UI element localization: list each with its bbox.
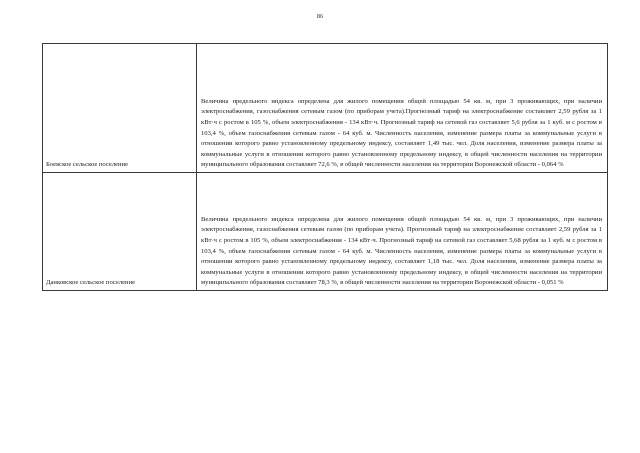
- table-row: [43, 44, 608, 173]
- table-row: [43, 173, 608, 291]
- settlement-name: Боевское сельское поселение: [43, 44, 197, 173]
- page-number: 86: [316, 13, 324, 20]
- index-description: Величина предельного индекса определена для жилого помещения общей площадью 54 кв. м, при 3 проживающих, при наличии электроснабжения, газоснабжения сетевым газом (по приборам учета).Прогнозный тариф на электроснабжение составляет 2,59 рубля за 1 кВт·ч с ростом в 105 %, объем электроснабжения - 134 кВт·ч. Прогнозный тариф на сетевой газ составляет 5,6 рубля за 1 куб. м с ростом в 103,4 %, объем газоснабжения сетевым газом - 64 куб. м. Численность населения, изменение размера платы за коммунальные услуги в отношении которого равно установленному предельному индексу, составляет 1,49 тыс. чел. Доля населения, изменение размера платы за коммунальные услуги в отношении которого равно установленному предельному индексу, в общей численности населения на территории муниципального образования составляет 72,6 %, в общей численности населения на территории Воронежской области - 0,064 %: [197, 44, 608, 173]
- settlements-table: [42, 43, 608, 291]
- index-description: Величина предельного индекса определена для жилого помещения общей площадью 54 кв. м, при 3 проживающих, при наличии электроснабжения, газоснабжения сетевым газом (по приборам учета). Прогнозный тариф на электроснабжение составляет 2,59 рубля за 1 кВт·ч с ростом в 105 %, объем электроснабжения - 134 кВт·ч. Прогнозный тариф на сетевой газ составляет 5,68 рубля за 1 куб. м с ростом в 103,4 %, объем газоснабжения сетевым газом - 64 куб. м. Численность населения, изменение размера платы за коммунальные услуги в отношении которого равно установленному предельному индексу, составляет 1,18 тыс. чел. Доля населения, изменение размера платы за коммунальные услуги в отношении которого равно установленному предельному индексу, в общей численности населения на территории муниципального образования составляет 78,3 %, в общей численности населения на территории Воронежской области - 0,051 %: [197, 173, 608, 291]
- settlement-name: Данковское сельское поселение: [43, 173, 197, 291]
